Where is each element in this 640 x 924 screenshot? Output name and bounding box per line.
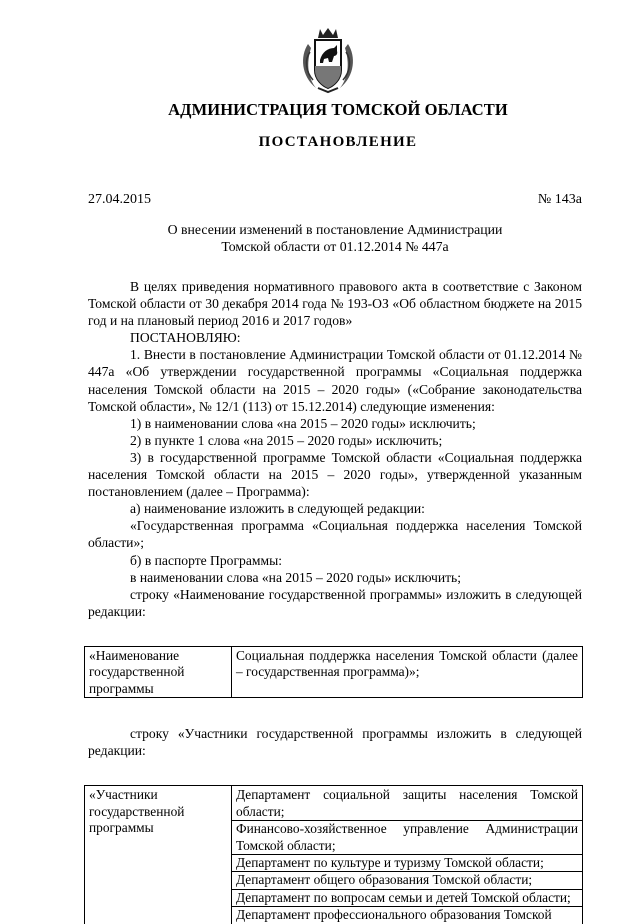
- organization-title: АДМИНИСТРАЦИЯ ТОМСКОЙ ОБЛАСТИ: [168, 100, 508, 119]
- table-row: [85, 646, 583, 697]
- participant-item: Департамент социальной защиты населения Томской области;: [236, 787, 578, 819]
- spacer: [88, 698, 582, 725]
- paragraph-b: б) в паспорте Программы:: [130, 552, 282, 568]
- spacer: [88, 759, 582, 785]
- paragraph-decree: ПОСТАНОВЛЯЮ:: [130, 330, 241, 346]
- spacer: [88, 620, 582, 646]
- program-name-table: [84, 646, 583, 698]
- subject-line: О внесении изменений в постановление Администрации: [167, 222, 503, 237]
- table-key-cell: «Участники государственной программы: [85, 786, 232, 924]
- paragraph-item-1: 1. Внести в постановление Администрации Томской области от 01.12.2014 № 447а «Об утверждении государственной программы «Социальная поддержка населения Томской области на 2015 – 2020 годы» («Собрание законодательства Томской области», № 12/1 (113) от 15.12.2014) следующие изменения:: [88, 347, 582, 414]
- table-value-cell: [232, 786, 583, 924]
- tomsk-oblast-coat-of-arms-icon: [298, 26, 358, 94]
- participant-item: Департамент по культуре и туризму Томской области;: [232, 854, 582, 871]
- participant-item: Департамент по вопросам семьи и детей Томской области;: [232, 889, 582, 906]
- paragraph-row-participants-intro: строку «Участники государственной программы изложить в следующей редакции:: [88, 726, 582, 759]
- paragraph-intro: В целях приведения нормативного правового акта в соответствие с Законом Томской области от 30 декабря 2014 года № 193-ОЗ «Об областном бюджете на 2015 год и на плановый период 2016 и 2017 годов»: [88, 279, 582, 329]
- paragraph-a: а) наименование изложить в следующей редакции:: [130, 501, 425, 517]
- program-participants-table: [84, 785, 583, 923]
- document-type-title: ПОСТАНОВЛЕНИЕ: [258, 134, 418, 150]
- participant-item: Финансово-хозяйственное управление Администрации Томской области;: [232, 820, 582, 854]
- document-number: № 143а: [537, 192, 582, 207]
- table-row: [85, 786, 583, 924]
- paragraph-a-text: «Государственная программа «Социальная поддержка населения Томской области»;: [88, 518, 582, 551]
- subject-line: Томской области от 01.12.2014 № 447а: [221, 239, 449, 254]
- paragraph-sub-2: 2) в пункте 1 слова «на 2015 – 2020 годы» исключить;: [130, 432, 443, 448]
- table-value-cell: Социальная поддержка населения Томской области (далее – государственная программа)»;: [232, 646, 583, 697]
- document-subject: [88, 221, 582, 255]
- paragraph-b-text: в наименовании слова «на 2015 – 2020 годы» исключить;: [130, 569, 462, 585]
- document-date: 27.04.2015: [88, 192, 151, 207]
- paragraph-row-name-intro: строку «Наименование государственной программы» изложить в следующей редакции:: [88, 586, 582, 619]
- paragraph-sub-3: 3) в государственной программе Томской области «Социальная поддержка населения Томской области на 2015 – 2020 годы», утвержденной указанным постановлением (далее – Программа):: [88, 449, 582, 500]
- document-body: [88, 278, 582, 924]
- participant-item: Департамент общего образования Томской области;: [232, 871, 582, 888]
- participant-item: Департамент профессионального образования Томской: [232, 906, 582, 923]
- paragraph-sub-1: 1) в наименовании слова «на 2015 – 2020 годы» исключить;: [130, 415, 476, 431]
- table-key-cell: «Наименование государственной программы: [85, 646, 232, 697]
